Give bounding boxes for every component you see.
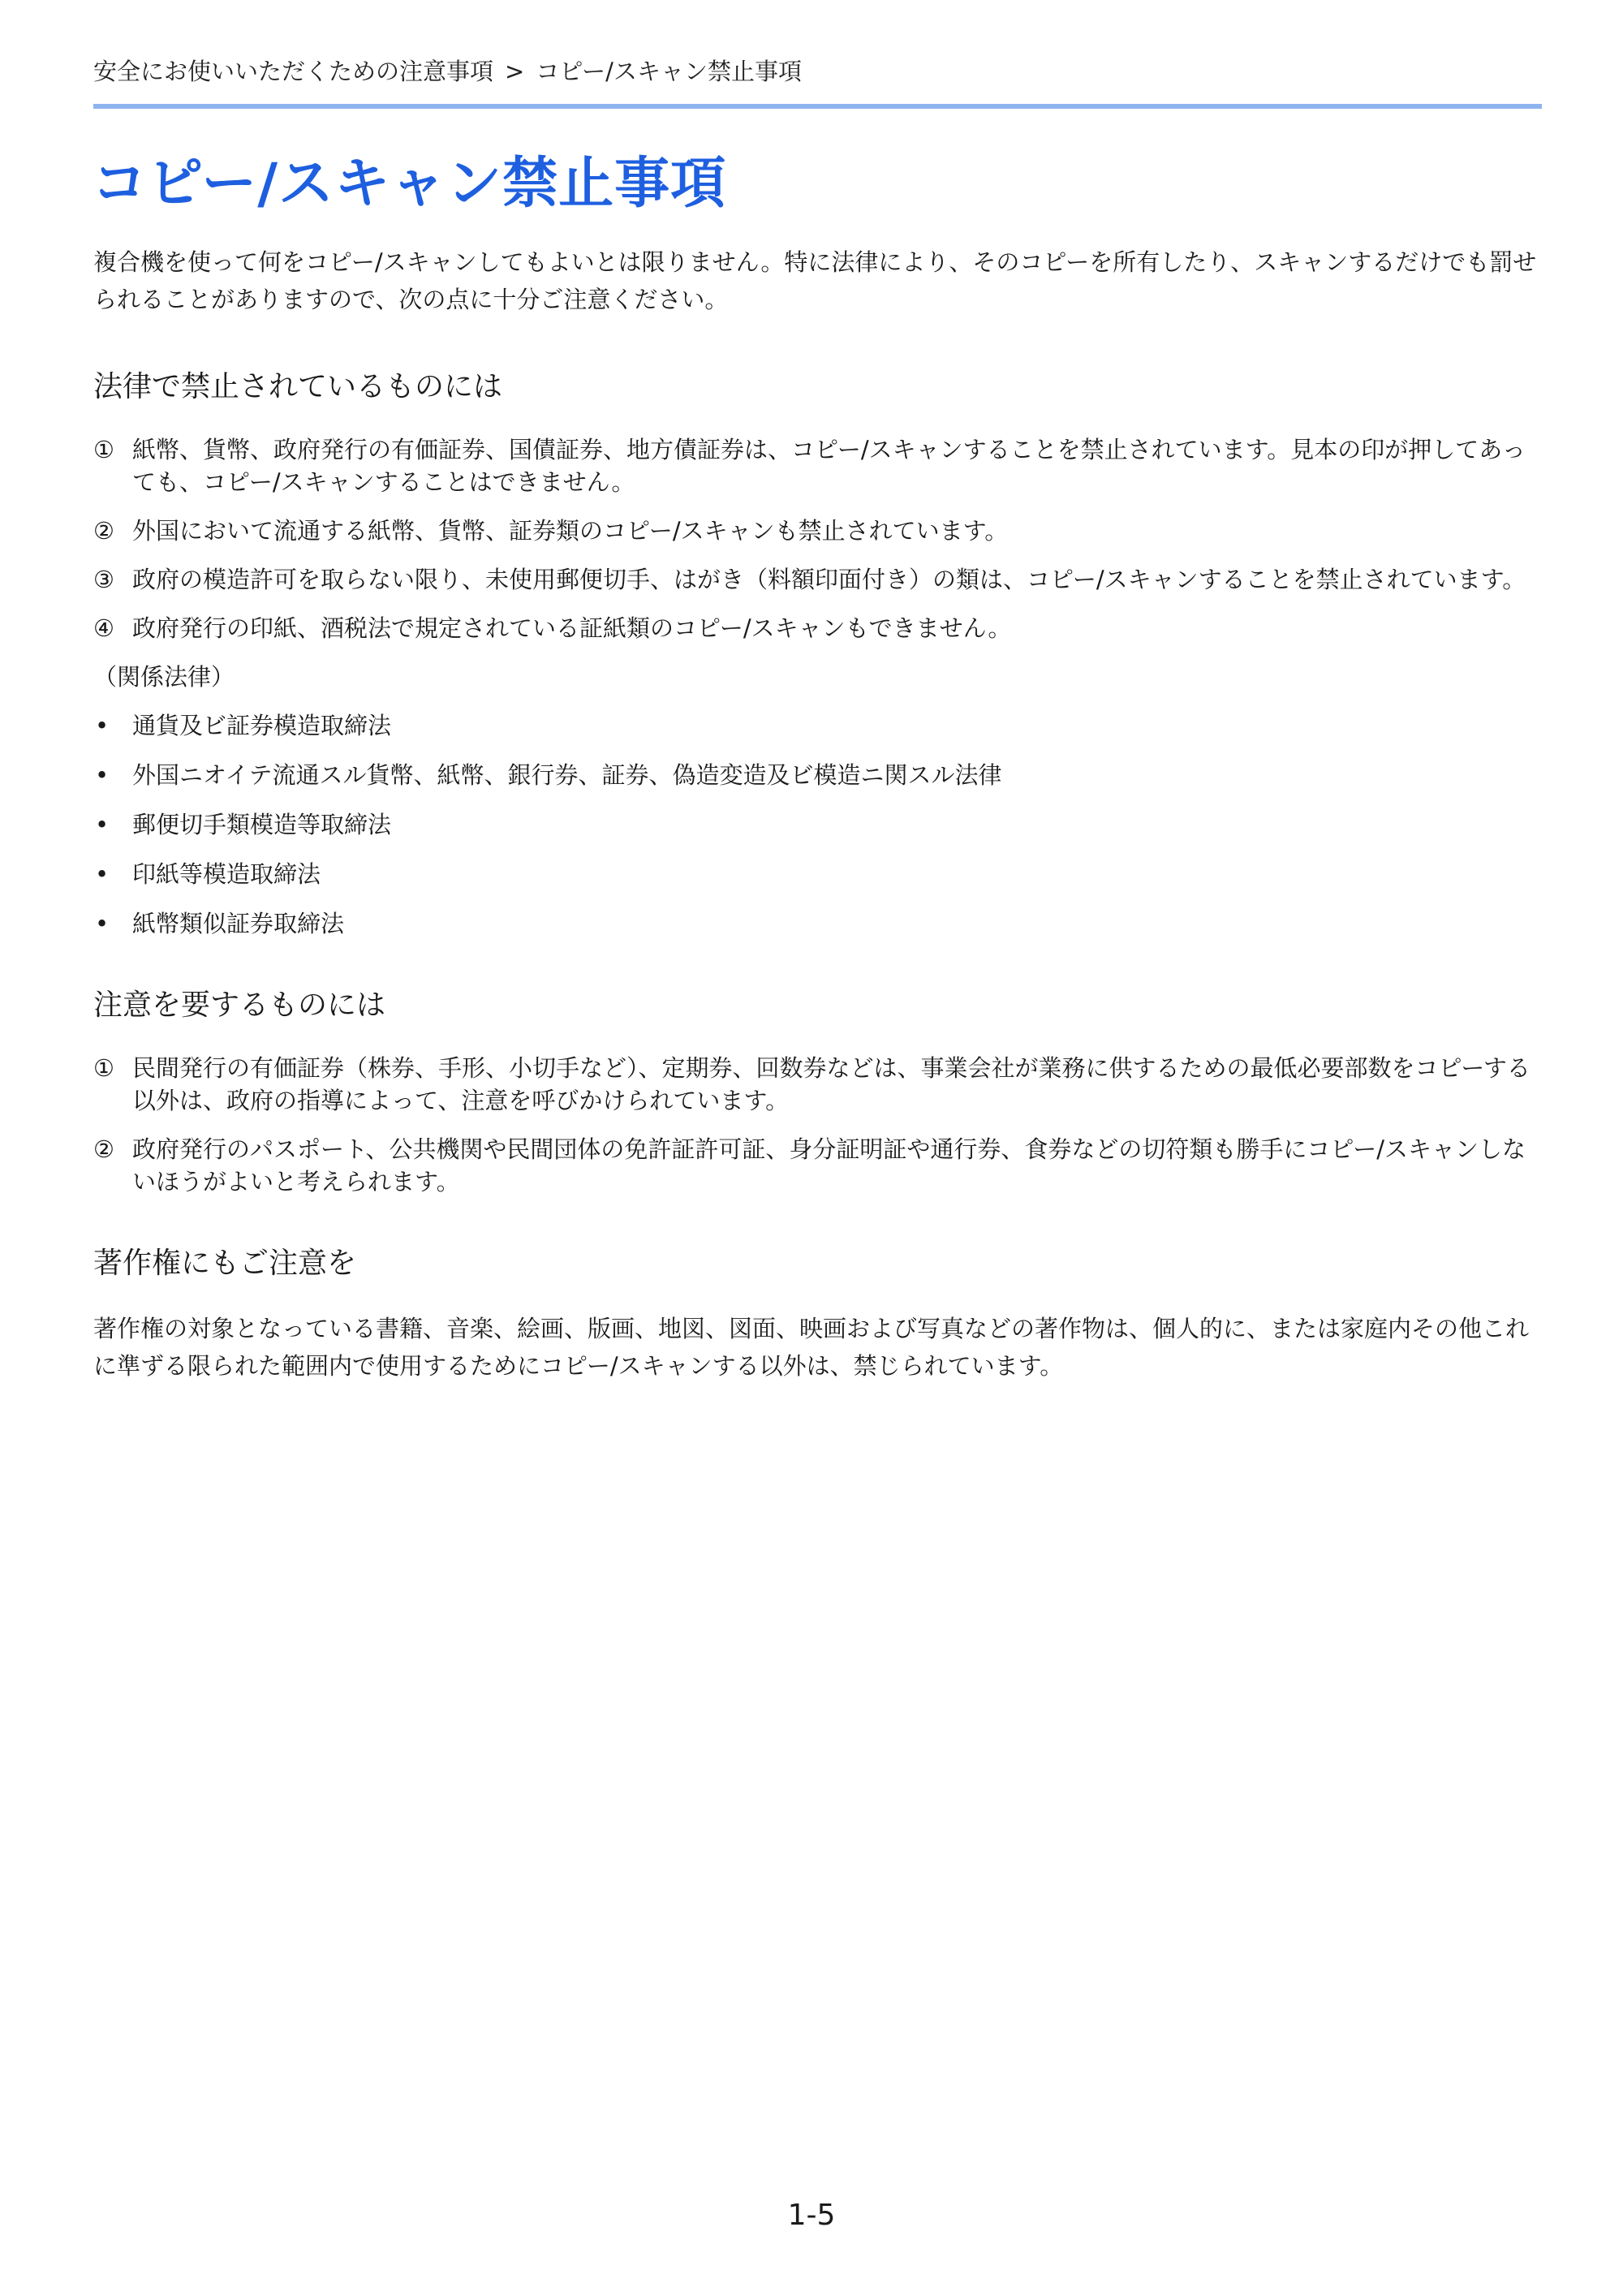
item-text: 政府の模造許可を取らない限り、未使用郵便切手、はがき（料額印面付き）の類は、コピー/スキャンすることを禁止されています。 — [132, 566, 1526, 593]
page-number: 1-5 — [787, 2199, 836, 2232]
item-number: ② — [93, 1135, 114, 1163]
list-item — [93, 1133, 1542, 1198]
item-text: 外国において流通する紙幣、貨幣、証券類のコピー/スキャンも禁止されています。 — [132, 517, 1009, 545]
section-prohibited-by-law — [93, 367, 1542, 940]
bullet-icon: • — [95, 761, 110, 789]
breadcrumb-current: コピー/スキャン禁止事項 — [536, 58, 802, 85]
bullet-icon: • — [95, 910, 110, 937]
related-laws-note: （関係法律） — [93, 663, 235, 691]
section-heading: 著作権にもご注意を — [93, 1247, 357, 1280]
section-heading: 注意を要するものには — [93, 989, 386, 1022]
section-heading: 法律で禁止されているものには — [93, 370, 503, 403]
list-item — [93, 612, 1542, 644]
list-item — [93, 563, 1542, 596]
item-number: ① — [93, 436, 114, 463]
bullet-icon: • — [95, 712, 110, 739]
item-text: 紙幣、貨幣、政府発行の有価証券、国債証券、地方債証券は、コピー/スキャンすることを禁止されています。見本の印が押してあっても、コピー/スキャンすることはできません。 — [132, 436, 1526, 496]
breadcrumb — [93, 55, 802, 88]
item-text: 政府発行のパスポート、公共機関や民間団体の免許証許可証、身分証明証や通行券、食券などの切符類も勝手にコピー/スキャンしないほうがよいと考えられます。 — [132, 1135, 1526, 1195]
bullet-icon: • — [95, 811, 110, 838]
law-bullet-item — [93, 858, 1542, 890]
bullet-icon: • — [95, 860, 110, 888]
item-text: 民間発行の有価証券（株券、手形、小切手など）、定期券、回数券などは、事業会社が業務に供するための最低必要部数をコピーする以外は、政府の指導によって、注意を呼びかけられています。 — [132, 1054, 1530, 1114]
item-number: ① — [93, 1054, 114, 1082]
intro-paragraph: 複合機を使って何をコピー/スキャンしてもよいとは限りません。特に法律により、そのコピーを所有したり、スキャンするだけでも罰せられることがありますので、次の点に十分ご注意ください。 — [93, 248, 1537, 313]
law-bullet-item — [93, 808, 1542, 841]
bullet-text: 外国ニオイテ流通スル貨幣、紙幣、銀行券、証券、偽造変造及ビ模造ニ関スル法律 — [132, 761, 1002, 789]
section-caution-required — [93, 985, 1542, 1198]
bullet-text: 印紙等模造取締法 — [132, 860, 321, 888]
item-number: ④ — [93, 614, 114, 642]
breadcrumb-parent: 安全にお使いいただくための注意事項 — [93, 58, 494, 85]
copyright-paragraph: 著作権の対象となっている書籍、音楽、絵画、版画、地図、図面、映画および写真などの著作物は、個人的に、または家庭内その他これに準ずる限られた範囲内で使用するためにコピー/スキャンする以外は、禁じられています。 — [93, 1315, 1530, 1380]
header-rule — [93, 104, 1542, 109]
list-item — [93, 1052, 1542, 1117]
bullet-text: 紙幣類似証券取締法 — [132, 910, 345, 937]
section-copyright — [93, 1243, 1542, 1385]
bullet-text: 通貨及ビ証券模造取締法 — [132, 712, 392, 739]
document-body — [93, 243, 1542, 1430]
bullet-text: 郵便切手類模造等取締法 — [132, 811, 392, 838]
law-bullet-item — [93, 709, 1542, 742]
list-item — [93, 433, 1542, 498]
breadcrumb-separator: > — [505, 58, 525, 85]
item-number: ② — [93, 517, 114, 545]
law-bullet-item — [93, 759, 1542, 791]
item-number: ③ — [93, 566, 114, 593]
page-title: コピー/スキャン禁止事項 — [92, 152, 727, 216]
item-text: 政府発行の印紙、酒税法で規定されている証紙類のコピー/スキャンもできません。 — [132, 614, 1012, 642]
law-bullet-item — [93, 907, 1542, 940]
list-item — [93, 515, 1542, 547]
